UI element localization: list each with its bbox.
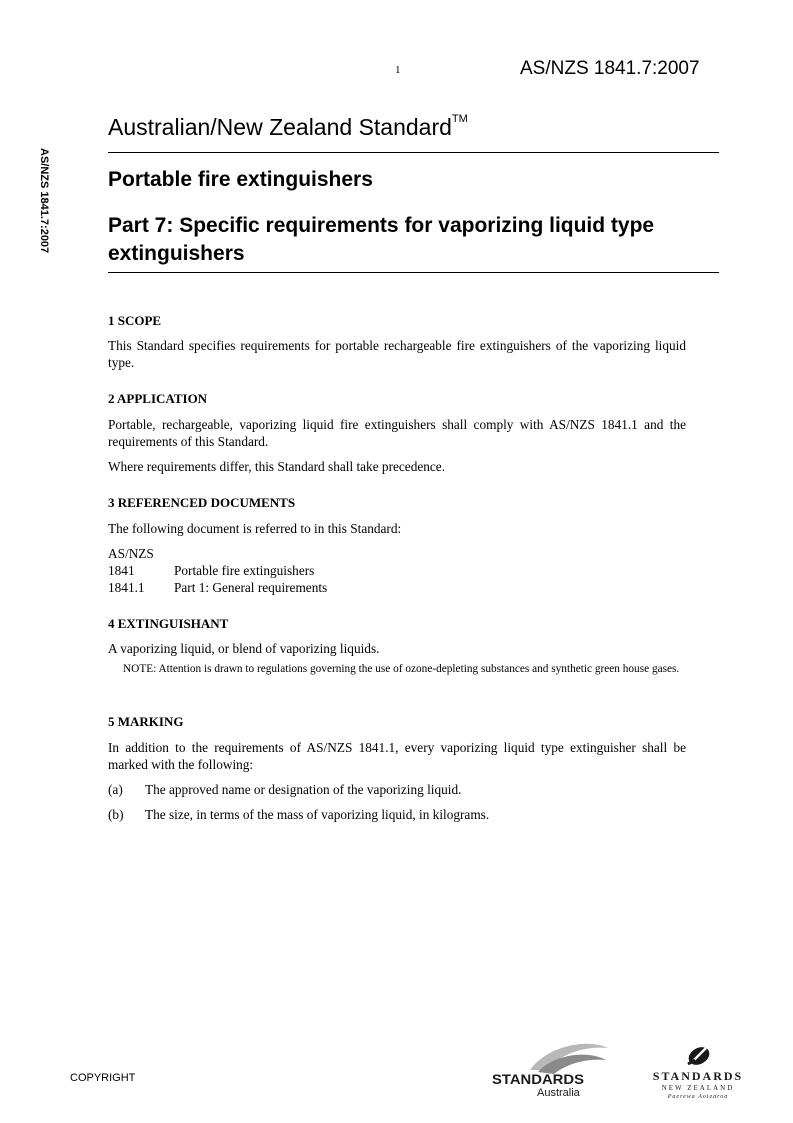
- table-row: [108, 579, 327, 596]
- reference-code: 1841: [108, 563, 135, 578]
- side-document-id: AS/NZS 1841.7:2007: [38, 148, 50, 254]
- section-heading-application: 2 APPLICATION: [108, 391, 208, 406]
- list-item-label: (a): [108, 782, 123, 797]
- marking-item-a: [108, 781, 686, 798]
- section-heading-scope: 1 SCOPE: [108, 313, 162, 328]
- application-paragraph-2: Where requirements differ, this Standard shall take precedence.: [108, 459, 446, 474]
- document-id: AS/NZS 1841.7:2007: [520, 58, 700, 79]
- application-paragraph-1: Portable, rechargeable, vaporizing liquid fire extinguishers shall comply with AS/NZS 1841.1 and the requirements of this Standard.: [108, 417, 686, 449]
- list-item-text: The size, in terms of the mass of vaporizing liquid, in kilograms.: [145, 807, 490, 822]
- document-title: Portable fire extinguishers: [108, 168, 373, 191]
- svg-text:Australia: Australia: [537, 1087, 580, 1099]
- title-rule-bottom: [108, 272, 719, 273]
- standards-new-zealand-logo: [648, 1042, 748, 1100]
- standard-type-text: Australian/New Zealand Standard: [108, 114, 452, 140]
- title-rule-top: [108, 152, 719, 153]
- svg-text:Paerewa Aotearoa: Paerewa Aotearoa: [667, 1094, 729, 1100]
- copyright-notice: COPYRIGHT: [70, 1072, 136, 1084]
- section-heading-marking: 5 MARKING: [108, 714, 184, 729]
- scope-text: This Standard specifies requirements for portable rechargeable fire extinguishers of the vaporizing liquid type.: [108, 338, 686, 370]
- extinguishant-text: A vaporizing liquid, or blend of vaporizing liquids.: [108, 641, 380, 656]
- reference-title: Part 1: General requirements: [174, 580, 328, 595]
- list-item-label: (b): [108, 807, 124, 822]
- trademark-mark: TM: [451, 113, 468, 126]
- document-subtitle: Part 7: Specific requirements for vaporizing liquid type extinguishers: [108, 214, 655, 265]
- extinguishant-note: NOTE: Attention is drawn to regulations governing the use of ozone-depleting substances and synthetic green house gases.: [123, 663, 680, 675]
- page-number: 1: [395, 64, 401, 76]
- section-heading-referenced-documents: 3 REFERENCED DOCUMENTS: [108, 495, 296, 510]
- reference-title: Portable fire extinguishers: [174, 563, 315, 578]
- list-item-text: The approved name or designation of the vaporizing liquid.: [145, 782, 462, 797]
- table-row: [108, 562, 327, 579]
- referenced-documents-table: [108, 562, 327, 596]
- section-heading-extinguishant: 4 EXTINGUISHANT: [108, 616, 229, 631]
- referenced-group-label: AS/NZS: [108, 546, 154, 561]
- svg-text:STANDARDS: STANDARDS: [652, 1069, 744, 1083]
- svg-text:NEW ZEALAND: NEW ZEALAND: [661, 1084, 735, 1092]
- standards-australia-logo: [492, 1040, 612, 1100]
- marking-item-b: [108, 806, 686, 823]
- referenced-intro: The following document is referred to in this Standard:: [108, 521, 402, 536]
- svg-text:STANDARDS: STANDARDS: [492, 1071, 584, 1087]
- marking-intro: In addition to the requirements of AS/NZS 1841.1, every vaporizing liquid type extinguisher shall be marked with the following:: [108, 740, 686, 772]
- reference-code: 1841.1: [108, 580, 145, 595]
- standard-type-heading: [108, 114, 468, 141]
